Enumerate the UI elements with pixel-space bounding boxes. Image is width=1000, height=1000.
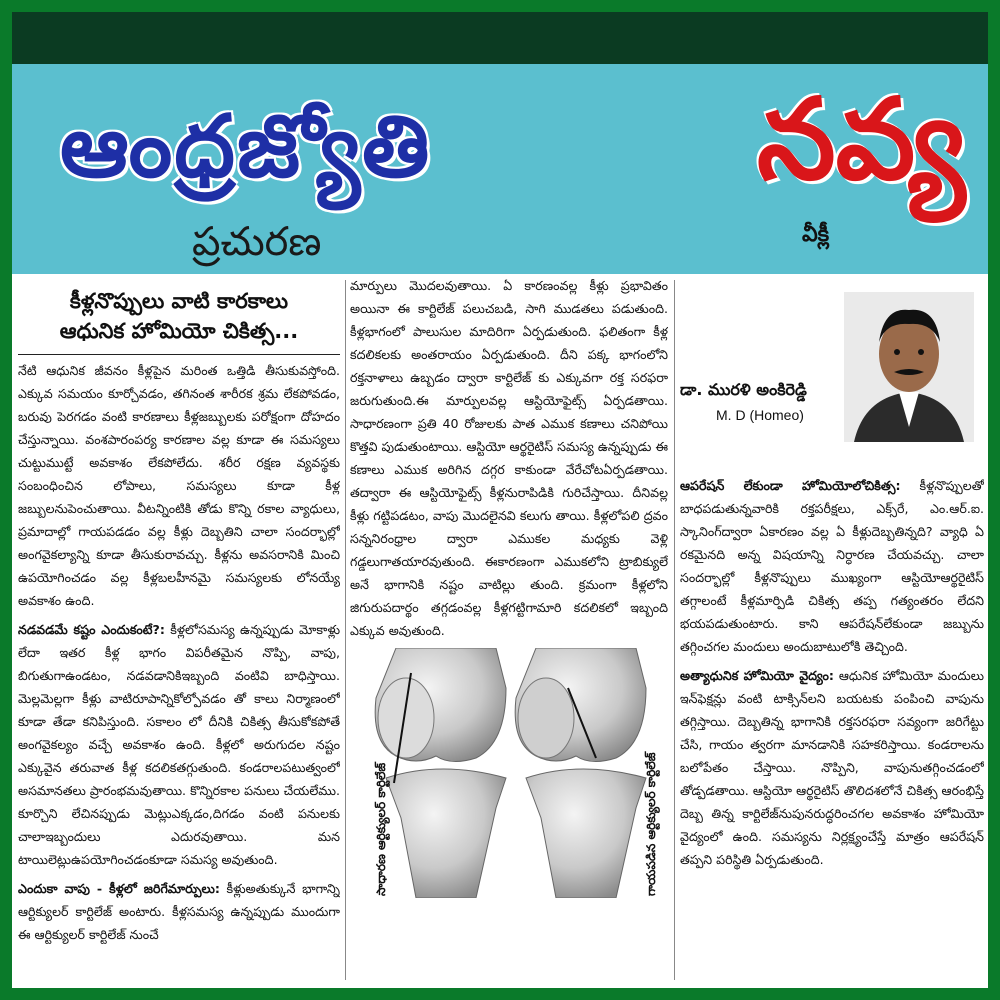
normal-knee	[375, 648, 506, 898]
weekly-logo: నవ్య	[757, 74, 966, 205]
weekly-logo-subtitle: వీక్లీ	[802, 222, 830, 247]
paragraph-text: కీళ్లలోసమస్య ఉన్నప్పుడు మోకాళ్లు లేదా ఇతర కీళ్ల భాగం విపరీతమైన నొప్పి, వాపు, బిగుతుగాఉండటం, నడవడానికిఇబ్బంది వంటివి బాధిస్తాయి. మెల్లమెల్లగా కీళ్లు వాటిరూపాన్నికోల్పోవడం తో కాలు నిర్మాణంలో కూడా తేడా కనిపిస్తుంది. సకాలం లో దీనికి చికిత్స తీసుకోకపోతే అంగవైకల్యం వచ్చే అవకాశం ఉంది. కీళ్లలో అరుగుదల నష్టం ఎక్కువైన తరువాత కీళ్ల కదలికతగ్గుతుంది. కండరాలపటుత్వంలో అసమానతలు ప్రారంభమవుతాయి. కొన్నిరకాల పనులు చేయలేము. కూర్చొని లేచినప్పుడు మెట్లుఎక్కడం,దిగడం వంటి పనులకు చాలాఇబ్బందులు ఎదురవుతాయి. మన టాయిలెట్లుఉపయోగించడంకూడా సమస్య అవుతుంది.	[18, 622, 340, 867]
normal-cartilage-label: సాధారణ ఆర్టిక్యులర్ కార్టిలేజ్	[374, 762, 388, 896]
knee-joint-image	[356, 648, 662, 898]
paragraph: నేటి ఆధునిక జీవనం కీళ్లపైన మరింత ఒత్తిడి తీసుకువస్తోంది. ఎక్కువ సమయం కూర్చోవడం, తగినంత శారీరక శ్రమ లేకపోవడం, బరువు పెరగడం వంటి కారణాలు కీళ్లజబ్బులకు పరోక్షంగా దోహదం చేస్తున్నాయి. వంశపారంపర్య కారణాల వల్ల కూడా ఈ సమస్యలు చుట్టుముట్టే అవకాశం లేకపోలేదు. శరీర రక్షణ వ్యవస్థకు సంబంధించిన లోపాలు, సమస్యలు కూడా కీళ్ల జబ్బులనుపెంచుతాయి. వీటన్నింటికి తోడు కొన్ని రకాల వ్యాధులు, ప్రమాదాల్లో గాయపడడం వల్ల కీళ్లు దెబ్బతిని చాలా సందర్భాల్లో అంగవైకల్యాన్ని కూడా తీసుకురావచ్చు. కీళ్లను అవసరానికి మించి ఉపయోగించడం వల్ల కీళ్లబలహీనమై సమస్యలకు లోనయ్యే అవకాశం ఉంది.	[18, 363, 340, 608]
column-2	[350, 274, 668, 986]
author-degree: M. D (Homeo)	[716, 407, 804, 423]
paragraph-text: ఆధునిక హోమియో మందులు ఇన్‌ఫెక్షన్లు వంటి టాక్సిన్‌లని బయటకు పంపించి వాపును తగ్గిస్తాయి. దెబ్బతిన్న భాగానికి రక్తసరఫరా సవ్యంగా జరిగేట్టు చేసి, గాయం త్వరగా మానడానికి సహకరిస్తాయి. కండరాలను బలోపేతం చేస్తాయి. నొప్పిని, వాపునుతగ్గించడంలో తోడ్పడతాయి. ఆస్టియో ఆర్థరైటిస్ తొలిదశలోనే చికిత్స ఆరంభిస్తే దెబ్బ తిన్న కార్టిలేజ్‌నుపునరుద్ధరించగల అవకాశం హోమియో వైద్యంలో ఉంది. సమస్యను నిర్లక్ష్యంచేస్తే మాత్రం ఆపరేషన్ తప్పని పరిస్థితి ఏర్పడుతుంది.	[680, 668, 984, 867]
paragraph-text: కీళ్లుఅతుక్కునే భాగాన్ని ఆర్టిక్యులర్ కార్టిలేజ్ అంటారు. కీళ్లసమస్య ఉన్నప్పుడు ముందుగా ఈ ఆర్టిక్యులర్ కార్టిలేజ్ నుంచే	[18, 881, 340, 942]
section-lead: అత్యాధునిక హోమియో వైద్యం:	[680, 668, 834, 683]
newspaper-clipping	[12, 12, 988, 988]
article-headline	[18, 286, 340, 346]
article	[12, 274, 988, 988]
newspaper-logo-subtitle: ప్రచురణ	[192, 219, 322, 265]
paragraph: మార్పులు మొదలవుతాయి. ఏ కారణంవల్ల కీళ్లు ప్రభావితం అయినా ఈ కార్టిలేజ్ పలుచబడి, సాగి ముడతలు పడుతుంది. కీళ్లభాగంలో పాలుసుల మాదిరిగా ఏర్పడుతుంది. ఫలితంగా కీళ్ల కదలికలకు అంతరాయం ఏర్పడుతుంది. దీని పక్క భాగంలోని రక్తనాళాలు ఉబ్బడం ద్వారా కార్టిలేజ్ కు ఎక్కువగా రక్త సరఫరా జరుగుతుంది.ఈ మార్పులవల్ల ఆస్టియోఫైట్స్ ఏర్పడతాయి. సాధారణంగా ప్రతి 40 రోజులకు పాత ఎముక కణాలు చనిపోయి కొత్తవి పుడుతుంటాయి. ఆస్టియో ఆర్థరైటిస్ సమస్య ఉన్నప్పుడు ఈ కణాలు ఎముక అరిగిన దగ్గర కాకుండా వేరేచోటఏర్పడతాయి. తద్వారా ఈ ఆస్టియోఫైట్స్ కీళ్లనురాపిడికి గురిచేస్తాయి. దీనివల్ల కీళ్లు గట్టిపడటం, వాపు మొదలైనవి కలుగు తాయి. కీళ్లలోపలి ద్రవం సన్ననిరంధ్రాల ద్వారా ఎముకల మధ్యకు వెళ్లి గడ్డలుగాతయారవుతుంది. ఈకారణంగా ఎముకలోని ట్రాబిక్యులే అనే భాగానికి నష్టం వాటిల్లు తుంది. క్రమంగా కీళ్లలోని జిగురుపదార్థం తగ్గడంవల్ల కీళ్లగట్టిగామారి కదలికలో ఇబ్బంది ఎక్కువ అవుతుంది.	[350, 278, 668, 638]
paragraph	[680, 474, 984, 658]
column-1	[18, 274, 340, 986]
column-divider	[674, 280, 675, 980]
newspaper-logo: ఆంధ్రజ్యోతి	[60, 97, 432, 197]
section-lead: నడవడమే కష్టం ఎందుకంటే?:	[18, 622, 165, 637]
author-photo	[844, 292, 974, 442]
knee-illustration	[356, 648, 662, 898]
column-3	[680, 274, 984, 986]
paragraph-text: కీళ్లనొప్పులతో బాధపడుతున్నవారికి రక్తపరీక్షలు, ఎక్స్‌రే, ఎం.ఆర్.ఐ. స్కానింగ్‌ద్వారా ఏకారణం వల్ల ఏ కీళ్లుదెబ్బతిన్నది? వ్యాధి ఏ రకమైనది అన్న విషయాన్ని నిర్ధారణ చేయవచ్చు. చాలా సందర్భాల్లో కీళ్లనొప్పులు ముఖ్యంగా ఆస్టియోఆర్థరైటిస్ తగ్గాలంటే కీళ్లమార్పిడి చికిత్స తప్ప గత్యంతరం లేదని భయపడుతుంటారు. కాని ఆపరేషన్‌లేకుండా జబ్బును తగ్గించగల మందులు అందుబాటులోకి తెచ్చింది.	[680, 478, 984, 654]
author-name: డా. మురళి అంకిరెడ్డి	[680, 380, 807, 399]
headline-line-2: ఆధునిక హోమియో చికిత్స...	[59, 319, 299, 343]
paragraph	[680, 664, 984, 871]
author-box	[680, 274, 984, 474]
author-portrait	[844, 292, 974, 442]
damaged-knee	[515, 648, 646, 898]
column-divider	[345, 280, 346, 980]
paragraph	[18, 618, 340, 871]
masthead	[12, 64, 988, 274]
damaged-cartilage-label: గాయపడిన ఆర్టిక్యులర్ కార్టిలేజ్	[644, 752, 658, 896]
headline-line-1: కీళ్లనొప్పులు వాటి కారకాలు	[69, 289, 289, 313]
section-lead: ఆపరేషన్ లేకుండా హోమియోలోచికిత్స:	[680, 478, 901, 493]
paragraph	[18, 877, 340, 946]
top-band	[12, 12, 988, 64]
headline-rule	[18, 354, 340, 355]
section-lead: ఎందుకా వాపు - కీళ్లలో జరిగేమార్పులు:	[18, 881, 220, 896]
